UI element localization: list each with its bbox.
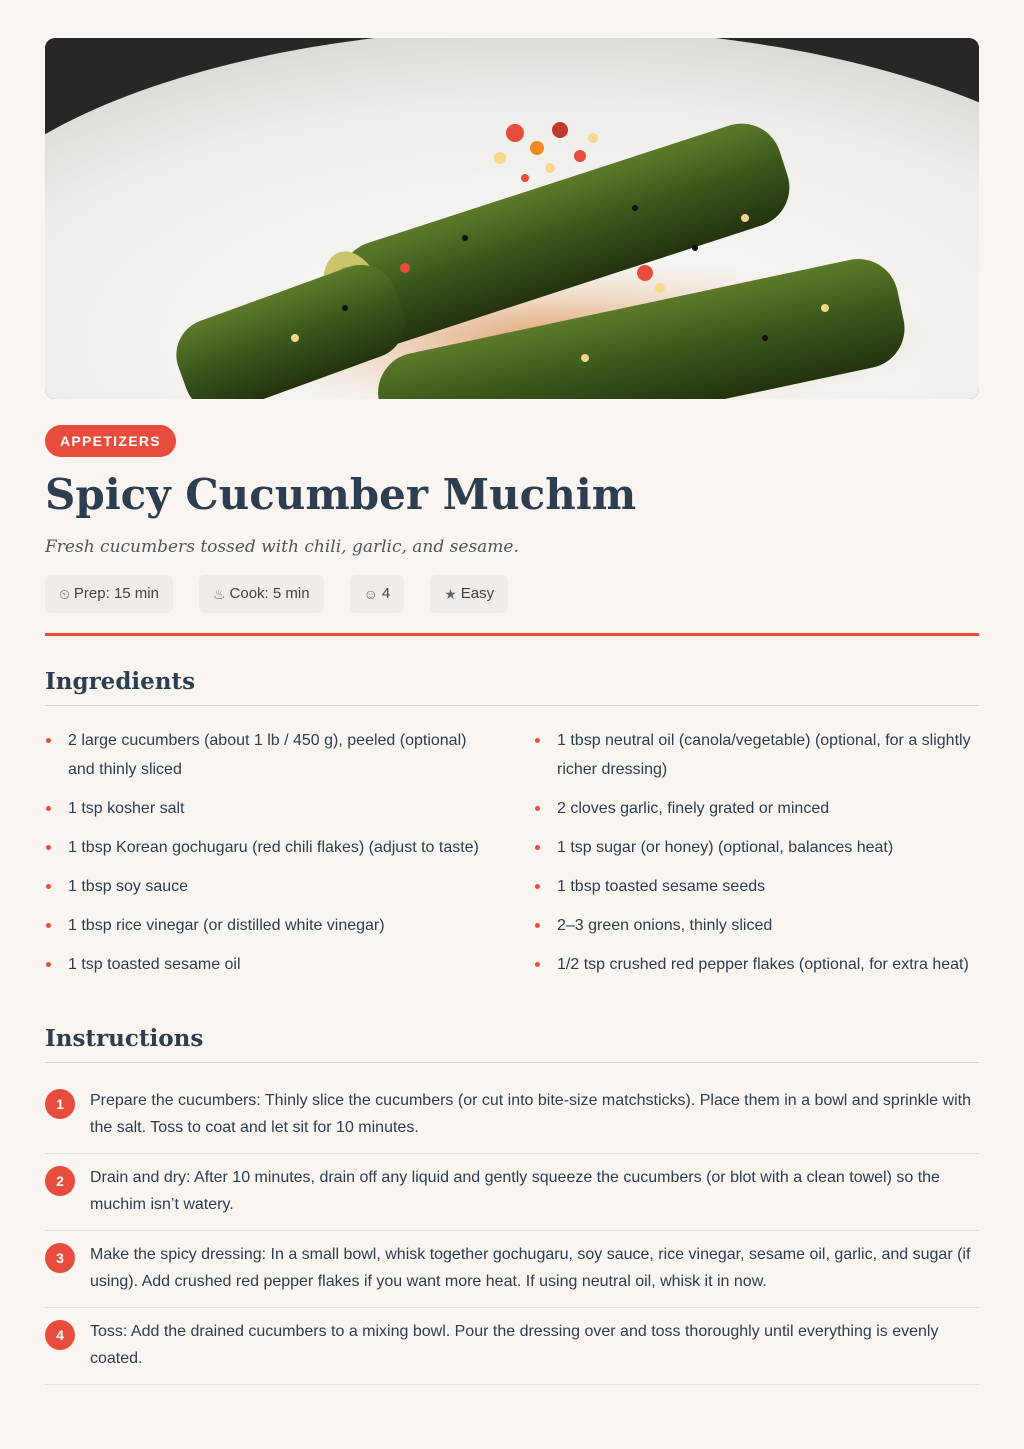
servings <box>350 575 405 613</box>
step-text: Toss: Add the drained cucumbers to a mixing bowl. Pour the dressing over and toss thoroughly until everything is evenly coated. <box>90 1323 939 1367</box>
instruction-step <box>45 1154 979 1231</box>
recipe-meta <box>45 575 979 613</box>
ingredient-item: 1 tbsp soy sauce <box>45 872 490 901</box>
prep-time-label: Prep: 15 min <box>73 585 159 602</box>
difficulty-icon: ★ <box>444 586 457 602</box>
section-divider <box>45 633 979 636</box>
difficulty <box>430 575 508 613</box>
ingredient-item: 2 cloves garlic, finely grated or minced <box>534 794 979 823</box>
category-badge[interactable]: APPETIZERS <box>45 425 176 457</box>
instruction-step <box>45 1077 979 1154</box>
ingredient-item: 1 tbsp toasted sesame seeds <box>534 872 979 901</box>
hero-image <box>45 38 979 399</box>
servings-label: 4 <box>381 585 391 602</box>
ingredient-item: 1 tsp sugar (or honey) (optional, balances heat) <box>534 833 979 862</box>
cucumber-dish-illustration <box>45 38 979 399</box>
ingredient-item: 1 tbsp rice vinegar (or distilled white vinegar) <box>45 911 490 940</box>
ingredient-item: 1 tsp toasted sesame oil <box>45 950 490 979</box>
cook-time-label: Cook: 5 min <box>229 585 310 602</box>
recipe-title: Spicy Cucumber Muchim <box>45 470 637 519</box>
step-number: 2 <box>45 1166 75 1196</box>
step-number: 4 <box>45 1320 75 1350</box>
flame-icon: ♨ <box>212 586 226 602</box>
cook-time <box>199 575 324 613</box>
step-text: Make the spicy dressing: In a small bowl, whisk together gochugaru, soy sauce, rice vinegar, sesame oil, garlic, and sugar (if using). Add crushed red pepper flakes if you want more heat. If using neutral oil, whisk it in now. <box>90 1246 971 1290</box>
ingredient-item: 1/2 tsp crushed red pepper flakes (optional, for extra heat) <box>534 950 979 979</box>
ingredient-item: 2–3 green onions, thinly sliced <box>534 911 979 940</box>
instructions-list <box>45 1077 979 1385</box>
ingredient-item: 1 tbsp Korean gochugaru (red chili flakes) (adjust to taste) <box>45 833 490 862</box>
ingredients-column-left <box>45 726 490 989</box>
ingredient-item: 1 tbsp neutral oil (canola/vegetable) (optional, for a slightly richer dressing) <box>534 726 979 784</box>
ingredients-column-right <box>534 726 979 989</box>
step-number: 1 <box>45 1089 75 1119</box>
servings-icon: ☺ <box>363 586 378 602</box>
difficulty-label: Easy <box>460 585 495 602</box>
step-number: 3 <box>45 1243 75 1273</box>
ingredient-item: 2 large cucumbers (about 1 lb / 450 g), peeled (optional) and thinly sliced <box>45 726 490 784</box>
instruction-step <box>45 1231 979 1308</box>
instructions-heading: Instructions <box>45 1025 979 1063</box>
recipe-page <box>45 0 979 1385</box>
ingredient-item: 1 tsp kosher salt <box>45 794 490 823</box>
ingredients-list <box>45 726 979 989</box>
ingredients-heading: Ingredients <box>45 668 979 706</box>
prep-time <box>45 575 173 613</box>
recipe-subtitle: Fresh cucumbers tossed with chili, garlic, and sesame. <box>45 537 519 557</box>
step-text: Drain and dry: After 10 minutes, drain off any liquid and gently squeeze the cucumbers (or blot with a clean towel) so the muchim isn’t watery. <box>90 1169 940 1213</box>
clock-icon: ⏲ <box>59 586 70 602</box>
step-text: Prepare the cucumbers: Thinly slice the cucumbers (or cut into bite-size matchsticks). Place them in a bowl and sprinkle with the salt. Toss to coat and let sit for 10 minutes. <box>90 1092 971 1136</box>
instruction-step <box>45 1308 979 1385</box>
